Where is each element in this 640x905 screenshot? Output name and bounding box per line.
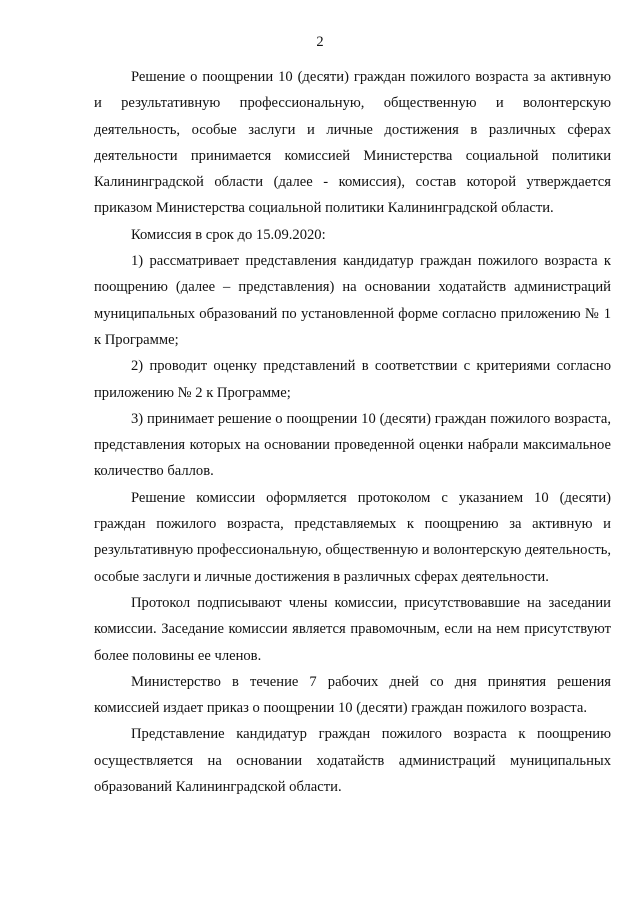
paragraph-commission-decision: Решение о поощрении 10 (десяти) граждан пожилого возраста за активную и результативную профессиональную, общественную и волонтерскую деятельность, особые заслуги и личные достижения в различных сферах деятельности принимается комиссией Министерства социальной политики Калининградской области (далее - комиссия), состав которой утверждается приказом Министерства социальной политики Калининградской области. — [94, 69, 611, 217]
paragraph-ministry-order: Министерство в течение 7 рабочих дней со дня принятия решения комиссией издает приказ о поощрении 10 (десяти) граждан пожилого возраста. — [94, 673, 611, 717]
paragraph-commission-deadline: Комиссия в срок до 15.09.2020: — [131, 226, 326, 243]
paragraph-protocol-signing: Протокол подписывают члены комиссии, присутствовавшие на заседании комиссии. Заседание комиссии является правомочным, если на нем присутствуют более половины ее членов. — [94, 594, 611, 664]
paragraph-item-3: 3) принимает решение о поощрении 10 (десяти) граждан пожилого возраста, представления которых на основании проведенной оценки набрали максимальное количество баллов. — [94, 410, 611, 480]
document-body — [94, 64, 611, 800]
paragraph-nomination-basis: Представление кандидатур граждан пожилого возраста к поощрению осуществляется на основании ходатайств администраций муниципальных образований Калининградской области. — [94, 726, 611, 796]
paragraph-item-2: 2) проводит оценку представлений в соответствии с критериями согласно приложению № 2 к Программе; — [94, 358, 611, 401]
page-number: 2 — [316, 34, 324, 50]
paragraph-protocol-decision: Решение комиссии оформляется протоколом с указанием 10 (десяти) граждан пожилого возраста, представляемых к поощрению за активную и результативную профессиональную, общественную и волонтерскую деятельность, особые заслуги и личные достижения в различных сферах деятельности. — [94, 489, 611, 585]
paragraph-item-1: 1) рассматривает представления кандидатур граждан пожилого возраста к поощрению (далее – представления) на основании ходатайств администраций муниципальных образований по установленной форме согласно приложению № 1 к Программе; — [94, 253, 611, 348]
